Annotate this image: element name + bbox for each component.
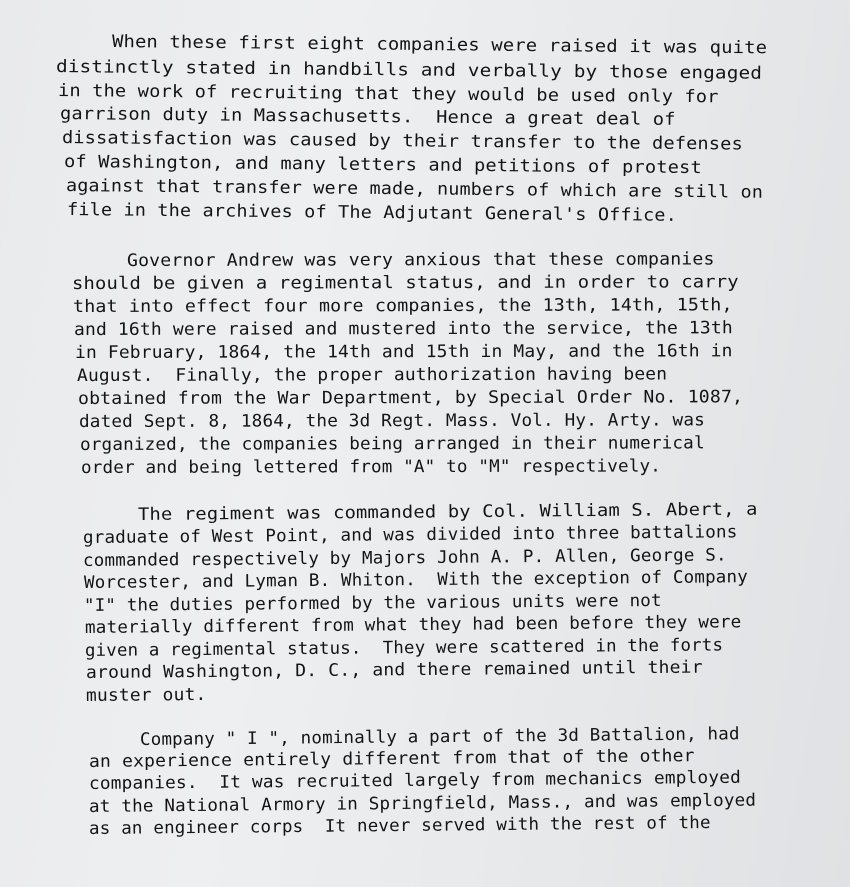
text-line: Worcester, and Lyman B. Whiton. With the exception of Company: [83, 567, 748, 593]
text-line: order and being lettered from "A" to "M" respectively.: [80, 456, 661, 478]
text-line: companies. It was recruited largely from mechanics employed: [88, 767, 741, 794]
text-line: August. Finally, the proper authorization having been: [76, 364, 668, 386]
text-line: organized, the companies being arranged in their numerical: [79, 433, 705, 455]
text-line: muster out.: [85, 684, 207, 706]
text-line: dated Sept. 8, 1864, the 3d Regt. Mass. Vol. Hy. Arty. was: [78, 410, 705, 432]
text-line: that into effect four more companies, the 13th, 14th, 15th,: [72, 295, 733, 317]
text-line: distinctly stated in handbills and verbally by those engaged: [55, 57, 763, 84]
text-line: at the National Armory in Springfield, Mass., and was employed: [88, 790, 757, 817]
text-line: graduate of West Point, and was divided into three battalions: [82, 522, 738, 548]
text-line: around Washington, D. C., and there remained until their: [85, 657, 703, 683]
text-line: an experience entirely different from that of the other: [88, 746, 695, 772]
text-line: dissatisfaction was caused by their transfer to the defenses: [61, 128, 743, 155]
text-line: in February, 1864, the 14th and 15th in May, and the 16th in: [74, 341, 733, 363]
text-line: in the work of recruiting that they would be used only for: [57, 81, 719, 108]
text-line: "I" the duties performed by the various units were not: [83, 590, 662, 616]
text-line: When these first eight companies were raised it was quite: [111, 32, 768, 59]
text-line: file in the archives of The Adjutant General's Office.: [66, 200, 678, 226]
text-line: The regiment was commanded by Col. William S. Abert, a: [137, 499, 758, 525]
text-line: as an engineer corps It never served with the rest of the: [88, 813, 711, 839]
text-line: commanded respectively by Majors John A. P. Allen, George S.: [82, 545, 727, 571]
text-line: should be given a regimental status, and in order to carry: [71, 272, 739, 294]
text-line: garrison duty in Massachusetts. Hence a great deal of: [59, 104, 676, 130]
text-line: and 16th were raised and mustered into the service, the 13th: [73, 318, 733, 340]
text-line: materially different from what they had been before they were: [84, 612, 742, 638]
text-line: of Washington, and many letters and petitions of protest: [63, 152, 702, 179]
text-line: obtained from the War Department, by Special Order No. 1087,: [77, 387, 744, 409]
text-line: against that transfer were made, numbers of which are still on: [65, 176, 764, 203]
text-line: Governor Andrew was very anxious that these companies: [126, 249, 715, 271]
text-line: Company " I ", nominally a part of the 3d Battalion, had: [139, 724, 740, 750]
text-line: given a regimental status. They were scattered in the forts: [84, 635, 724, 661]
